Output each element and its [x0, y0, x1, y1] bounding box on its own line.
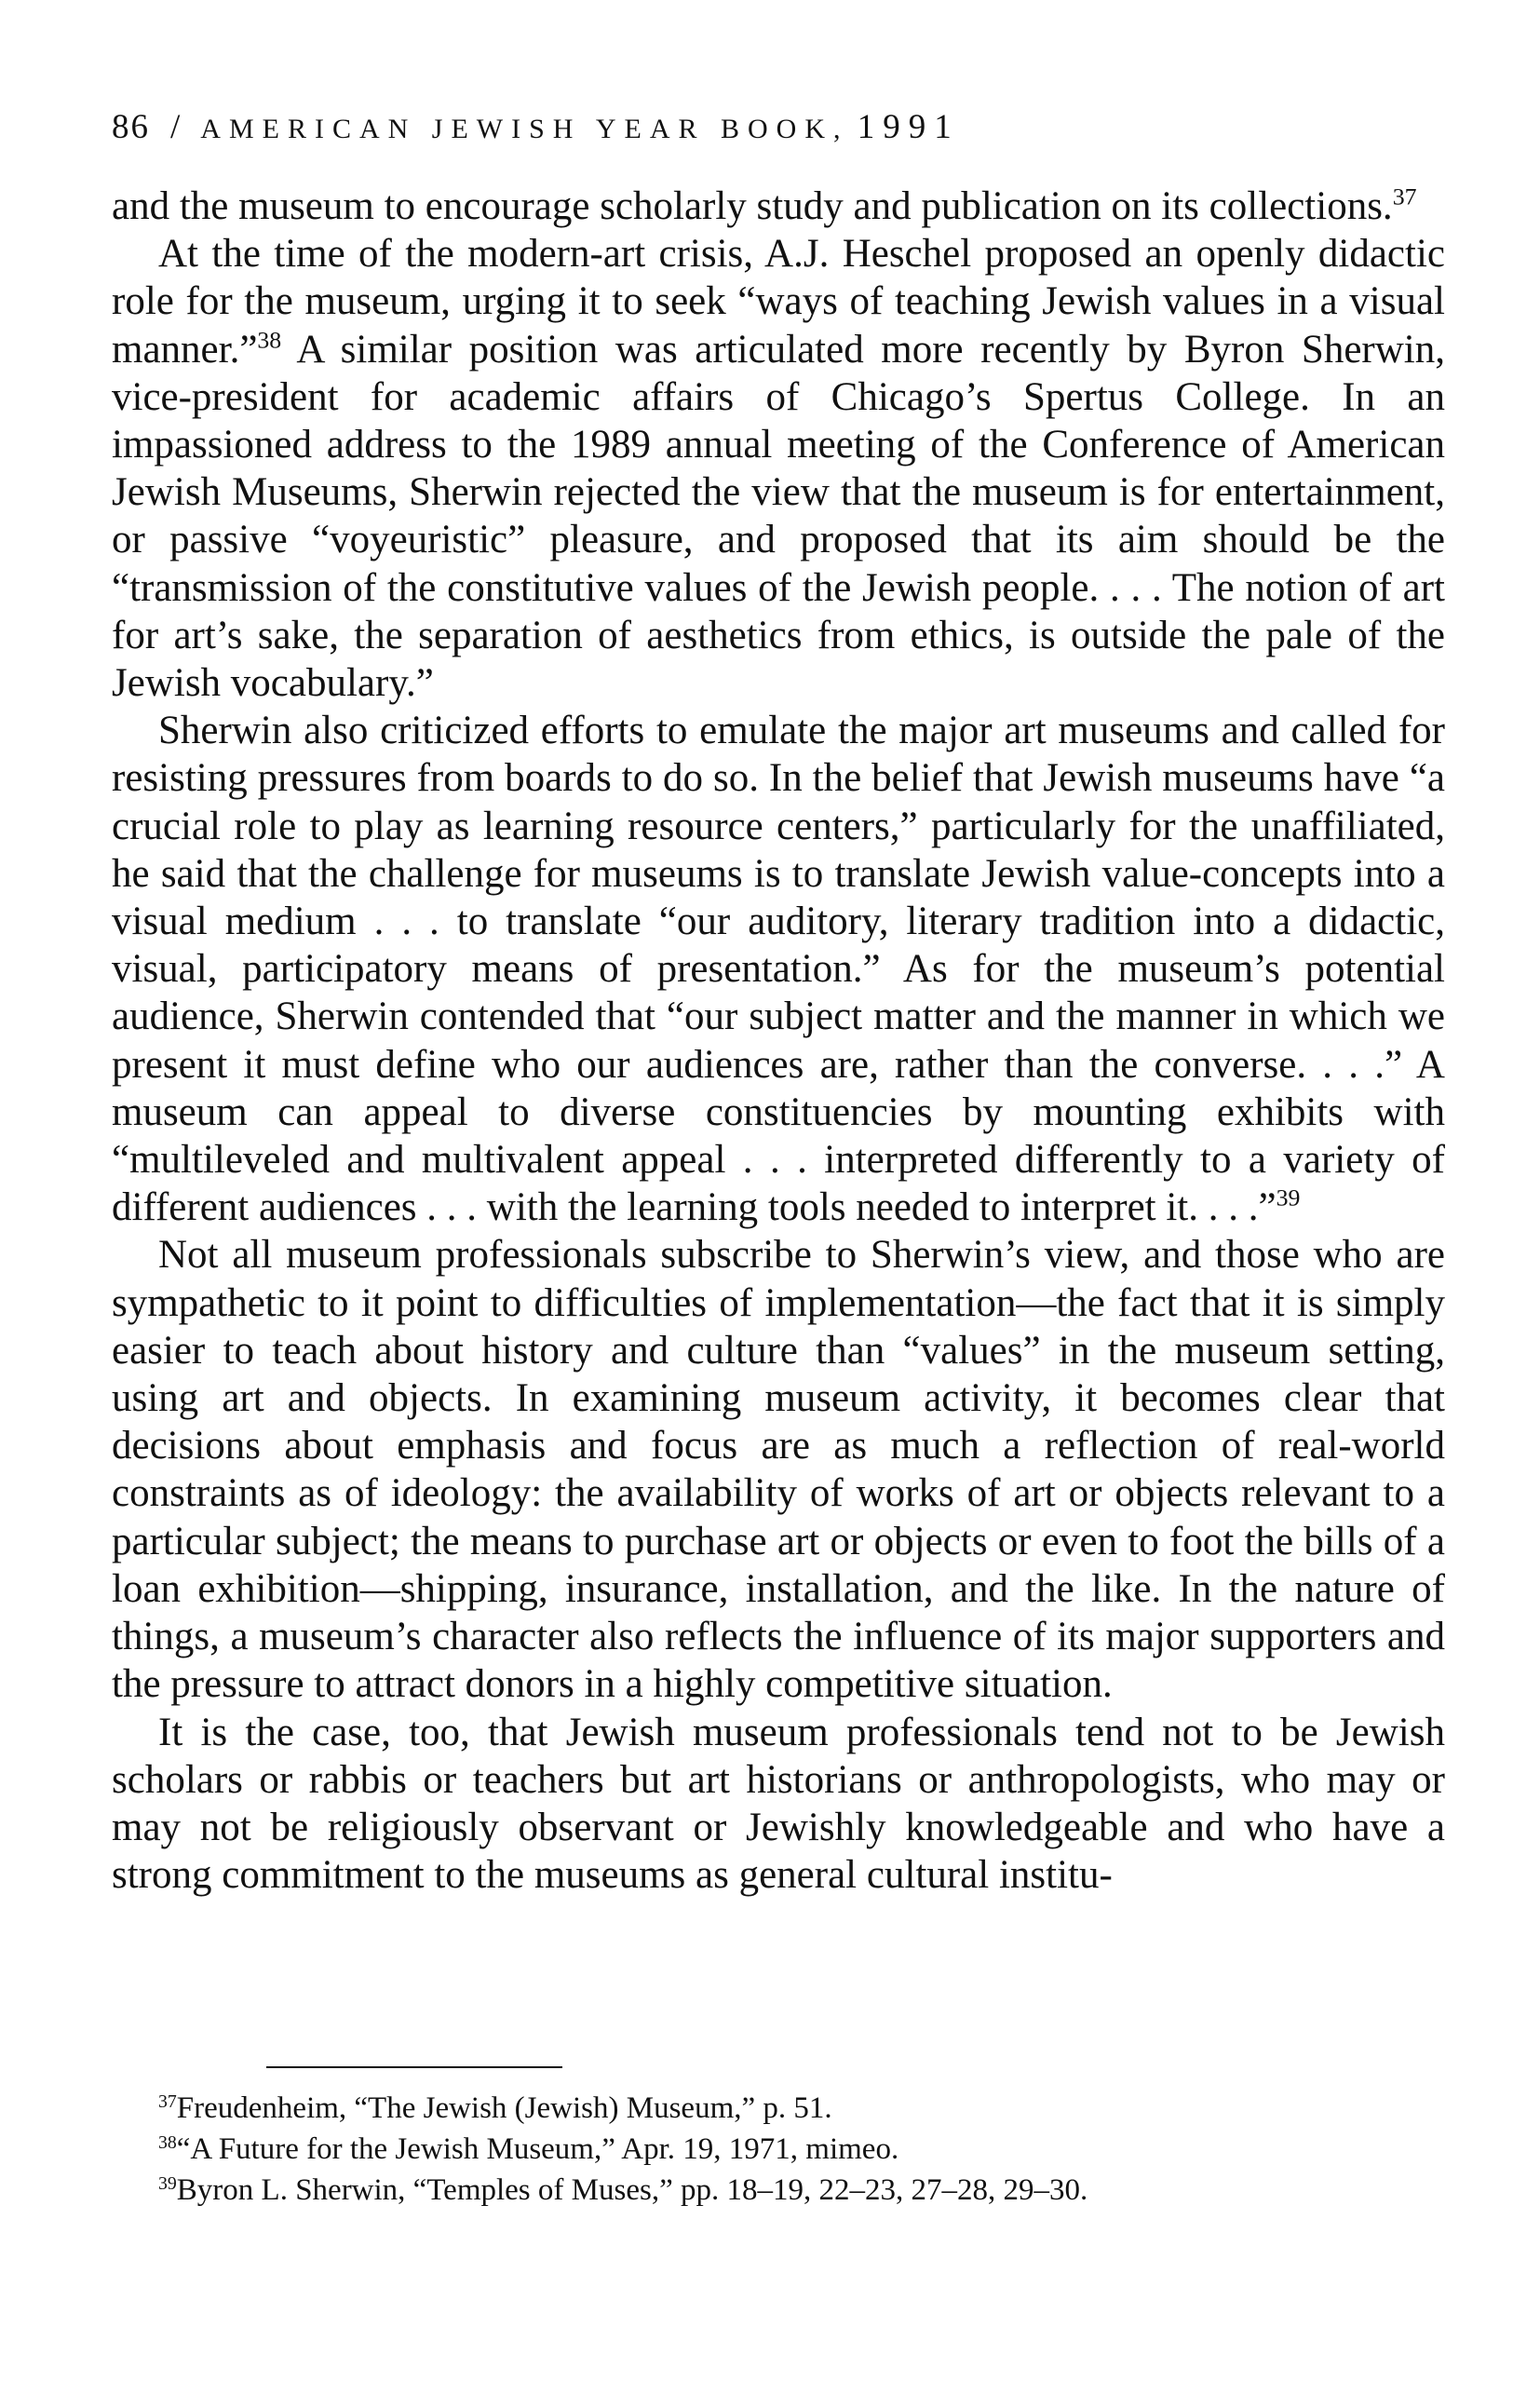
paragraph-4-text: Not all museum professionals subscribe to Sherwin’s view, and those who are sympathetic to it point to difficulties of implementation—the fact that it is simply easier to teach about history and culture than “values” in the museum setting, using art and objects. In examining museum activity, it becomes clear that decisions about emphasis and focus are as much a reflection of real-world constraints as of ideology: the availability of works of art or objects relevant to a particular subject; the means to purchase art or objects or even to foot the bills of a loan exhibition—shipping, insurance, installation, and the like. In the nature of things, a museum’s character also reflects the influence of its major supporters and the pressure to attract donors in a highly competitive situation. [112, 1233, 1445, 1707]
journal-year: 1991 [857, 108, 960, 146]
paragraph-3 [112, 707, 1445, 1231]
paragraph-2 [112, 230, 1445, 707]
paragraph-4 [112, 1231, 1445, 1708]
paragraph-2-text-a: At the time of the modern-art crisis, A.J. Heschel proposed an openly didactic role for the museum, urging it to seek “ways of teaching Jewish values in a visual manner.” [112, 232, 1445, 372]
page-number: 86 [112, 108, 150, 146]
header-separator: / [170, 108, 181, 146]
paragraph-5-text: It is the case, too, that Jewish museum professionals tend not to be Jewish scholars or rabbis or teachers but art historians or anthropologists, who may or may not be religiously observant or Jewishly knowledgeable and who have a strong commitment to the museums as general cultural institu- [112, 1710, 1445, 1898]
running-head [112, 110, 960, 144]
paragraph-3-text: Sherwin also criticized efforts to emulate the major art museums and called for resisting pressures from boards to do so. In the belief that Jewish museums have “a crucial role to play as learning resource centers,” particularly for the unaffiliated, he said that the challenge for museums is to translate Jewish value-concepts into a visual medium . . . to translate “our auditory, literary tradition into a didactic, visual, participatory means of presentation.” As for the museum’s potential audience, Sherwin contended that “our subject matter and the manner in which we present it must define who our audiences are, rather than the converse. . . .” A museum can appeal to diverse constituencies by mounting exhibits with “multileveled and multivalent appeal . . . interpreted differently to a variety of different audiences . . . with the learning tools needed to interpret it. . . .” [112, 709, 1445, 1230]
footnote-number: 37 [158, 2091, 177, 2113]
footnote-37 [158, 2088, 1443, 2129]
footnote-ref-37: 37 [1392, 183, 1417, 210]
paragraph-2-text-b: A similar position was articulated more recently by Byron Sherwin, vice-president for academic affairs of Chicago’s Spertus College. In an impassioned address to the 1989 annual meeting of the Conference of American Jewish Museums, Sherwin rejected the view that the museum is for entertainment, or passive “voyeuristic” pleasure, and proposed that its aim should be the “transmission of the constitutive values of the Jewish people. . . . The notion of art for art’s sake, the separation of aesthetics from ethics, is outside the pale of the Jewish vocabulary.” [112, 327, 1445, 706]
footnote-ref-38: 38 [257, 326, 282, 354]
journal-title: AMERICAN JEWISH YEAR BOOK, [200, 114, 849, 144]
footnote-text: “A Future for the Jewish Museum,” Apr. 19, 1971, mimeo. [176, 2132, 899, 2166]
footnote-text: Freudenheim, “The Jewish (Jewish) Museum,” p. 51. [176, 2091, 832, 2125]
footnote-38 [158, 2129, 1443, 2170]
paragraph-1 [112, 183, 1445, 230]
footnotes [158, 2088, 1443, 2211]
footnote-ref-39: 39 [1276, 1184, 1301, 1211]
footnote-39 [158, 2170, 1443, 2211]
footnote-number: 39 [158, 2173, 177, 2195]
footnote-number: 38 [158, 2132, 177, 2154]
paragraph-1-text: and the museum to encourage scholarly study and publication on its collections. [112, 184, 1393, 228]
footnote-divider [266, 2066, 562, 2068]
body-text [112, 183, 1445, 1899]
footnote-text: Byron L. Sherwin, “Temples of Muses,” pp. 18–19, 22–23, 27–28, 29–30. [176, 2173, 1088, 2207]
paragraph-5 [112, 1709, 1445, 1900]
